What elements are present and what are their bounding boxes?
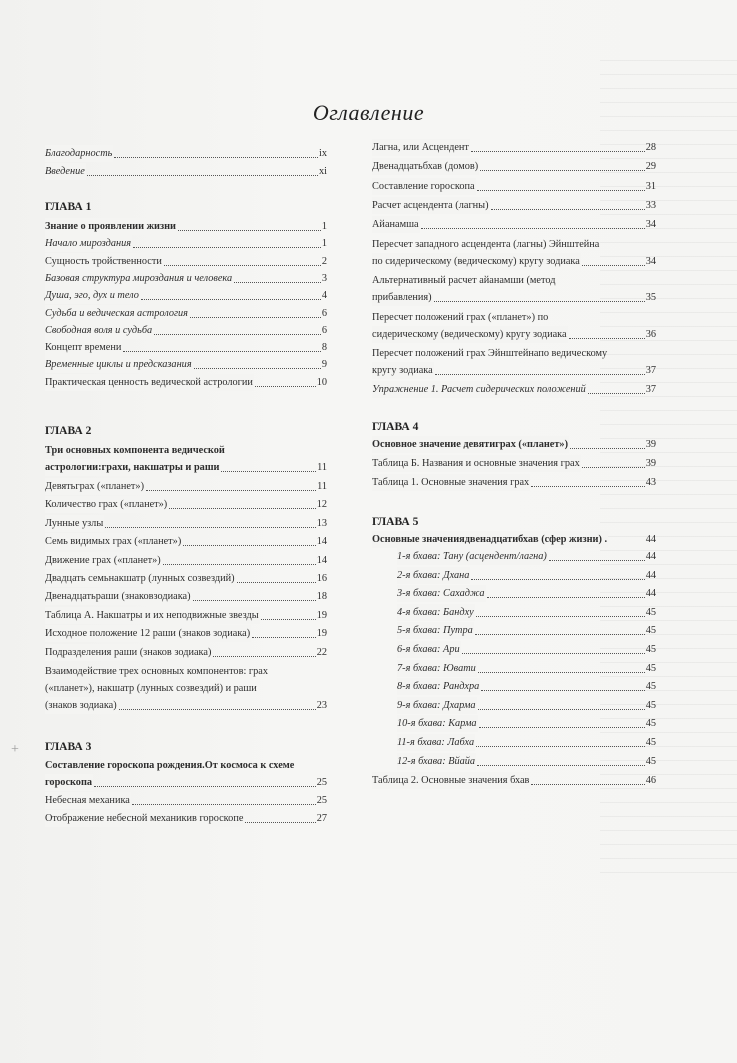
toc-entry[interactable] [397,753,656,770]
toc-entry-multi-4[interactable]: Пересчет положений грах Эйнштейнапо ведическому кругу зодиака 37 [372,345,656,379]
toc-entry-text: Подразделения раши (знаков зодиака) [45,644,212,661]
toc-entry[interactable] [372,197,656,214]
toc-page-number: 25 [316,795,327,806]
toc-page-number: 33 [645,199,656,211]
toc-page-number: 3 [321,272,327,284]
dot-leader [252,637,316,638]
dot-leader [477,190,645,191]
toc-page-number: 44 [645,551,656,562]
toc-entry-text: Концепт времени [45,339,122,356]
toc-entry-exercise[interactable]: Упражнение 1. Расчет сидерических положений 37 [372,381,656,398]
toc-entry[interactable] [45,570,327,587]
chapter-5-heading: ГЛАВА 5 [372,516,419,528]
toc-entry[interactable] [45,478,327,495]
toc-entry[interactable] [45,339,327,356]
toc-entry-text: Айанамша [372,216,420,233]
toc-page-number: 18 [316,591,327,603]
toc-entry[interactable] [45,287,327,304]
dot-leader [183,545,315,546]
toc-page-number: 2 [321,255,327,267]
dot-leader [487,597,645,598]
toc-entry[interactable] [372,474,656,491]
toc-entry-text: Таблица Б. Названия и основные значения грах [372,455,581,472]
dot-leader [154,334,321,335]
toc-page-number: 34 [645,219,656,231]
toc-page-number: 14 [316,554,327,566]
toc-entry-multi-1[interactable]: Пересчет западного асцендента (лагны) Эйнштейна по сидерическому (ведическому) кругу зодиака 34 [372,236,656,270]
dot-leader [105,527,315,528]
toc-entry[interactable] [45,235,327,252]
dot-leader [169,508,315,509]
toc-entry-text: Лагна, или Асцендент [372,139,470,156]
toc-entry[interactable] [397,585,656,602]
toc-entry-ch5-main[interactable]: Основные значениядвенадцатибхав (сфер жизни) . 44 [372,531,656,548]
toc-entry[interactable] [372,216,656,233]
toc-entry[interactable] [372,455,656,472]
toc-entry-text: Знание о проявлении жизни [45,218,177,235]
toc-entry-text: Семь видимых грах («планет») [45,533,182,550]
toc-entry-text: Девятьграх («планет») [45,478,145,495]
toc-page-number: 9 [321,359,327,371]
toc-entry-multi-2[interactable]: Альтернативный расчет айанамши (метод прибавления) 35 [372,272,656,306]
toc-entry-text: Небесная механика [45,792,131,809]
toc-entry-text: 4-я бхава: Бандху [397,604,475,621]
dot-leader [462,653,645,654]
toc-page-number: 1 [321,238,327,250]
toc-entry-text: Двадцать семьнакшатр (лунных созвездий) [45,570,236,587]
toc-entry-text: Практическая ценность ведической астрологии [45,374,254,391]
dot-leader [477,765,645,766]
toc-entry-ch5-table[interactable]: Таблица 2. Основные значения бхав 46 [372,772,656,789]
toc-page-number: 29 [645,161,656,173]
dot-leader [133,247,321,248]
toc-entry-text: Лунные узлы [45,515,104,532]
toc-entry[interactable] [45,792,327,809]
toc-entry[interactable] [397,660,656,677]
toc-entry-text: Временные циклы и предсказания [45,356,193,373]
toc-page-number: 13 [316,517,327,529]
toc-page-number: 14 [316,536,327,548]
dot-leader [141,299,321,300]
toc-page-number: 45 [645,699,656,711]
toc-entry-text: 1-я бхава: Тану (асцендент/лагна) [397,548,548,565]
dot-leader [582,467,645,468]
toc-page-number: 6 [321,324,327,336]
chapter-2-heading: ГЛАВА 2 [45,425,92,437]
dot-leader [164,265,321,266]
toc-page-number: 45 [645,755,656,767]
toc-entry[interactable] [45,533,327,550]
toc-page-number: 39 [645,439,656,450]
toc-page-number: 10 [316,376,327,388]
toc-entry[interactable] [45,644,327,661]
toc-entry[interactable] [397,567,656,584]
toc-entry[interactable] [45,625,327,642]
toc-page-number: 16 [316,573,327,584]
toc-entry[interactable] [397,697,656,714]
toc-entry-text: Составление гороскопа [372,178,476,195]
dot-leader [190,317,321,318]
dot-leader [234,282,321,283]
dot-leader [479,727,645,728]
toc-page-number: 45 [645,718,656,730]
toc-entry-text: Начало мироздания [45,235,132,252]
dot-leader [480,170,645,171]
toc-entry-text: Душа, эго, дух и тело [45,287,140,304]
toc-entry[interactable] [397,604,656,621]
toc-entry-text: Исходное положение 12 раши (знаков зодиака) [45,625,251,642]
toc-entry-text: Отображение небесной механикив гороскопе [45,810,244,827]
toc-entry-text: 7-я бхава: Ювати [397,660,477,677]
toc-entry-text: 6-я бхава: Ари [397,641,461,658]
toc-entry[interactable] [45,163,327,180]
toc-entry-text: 5-я бхава: Путра [397,622,474,639]
dot-leader [261,619,316,620]
toc-entry[interactable] [372,158,656,175]
dot-leader [193,600,316,601]
dot-leader [194,368,321,369]
dot-leader [475,634,645,635]
dot-leader [478,709,645,710]
toc-entry-ch2-first[interactable]: Три основных компонента ведической астрологии:грахи, накшатры и раши 11 [45,442,327,476]
toc-page-number: 44 [645,569,656,581]
dot-leader [531,486,645,487]
dot-leader [114,157,318,158]
toc-entry-text: Движение грах («планет») [45,552,162,569]
toc-entry[interactable] [45,588,327,605]
toc-entry[interactable] [45,305,327,322]
toc-entry-text: 9-я бхава: Дхарма [397,697,477,714]
dot-leader [146,490,316,491]
toc-entry-multi-3[interactable]: Пересчет положений грах («планет») по сидерическому (ведическому) кругу зодиака 36 [372,309,656,343]
toc-page-number: 39 [645,458,656,469]
toc-entry[interactable] [45,356,327,373]
page-margin-mark: + [11,742,19,757]
dot-leader [87,175,318,176]
toc-entry[interactable] [372,436,656,453]
dot-leader [549,560,645,561]
toc-page-number: 19 [316,628,327,640]
toc-entry[interactable] [45,270,327,287]
page-title: Оглавление [312,100,425,125]
toc-entry[interactable] [45,374,327,391]
toc-page-number: 4 [321,290,327,302]
toc-page-number: xi [318,165,327,177]
toc-entry[interactable] [45,552,327,569]
toc-entry[interactable] [45,253,327,270]
toc-entry-text: Свободная воля и судьба [45,322,153,339]
toc-entry-text: Сущность тройственности [45,253,163,270]
dot-leader [570,448,645,449]
dot-leader [255,386,316,387]
dot-leader [245,822,315,823]
dot-leader [471,579,644,580]
toc-page-number: 45 [645,625,656,637]
toc-page-number: 45 [645,737,656,748]
dot-leader [178,230,321,231]
toc-page-number: 45 [645,644,656,655]
toc-entry-ch2-last[interactable]: Взаимодействие трех основных компонентов: грах («планет»), накшатр (лунных созвездий) и раши (знаков зодиака) 23 [45,663,327,714]
toc-page-number: 27 [316,813,327,824]
dot-leader [163,564,316,565]
toc-page-number: ix [318,148,327,159]
toc-entry-text: Расчет асцендента (лагны) [372,197,490,214]
toc-entry[interactable] [45,515,327,532]
toc-page-number: 12 [316,499,327,511]
toc-entry[interactable] [397,641,656,658]
toc-entry[interactable] [45,810,327,827]
toc-entry[interactable] [372,139,656,156]
toc-page-number: 44 [645,588,656,600]
chapter-1-heading: ГЛАВА 1 [45,201,92,213]
toc-page-number: 8 [321,342,327,354]
toc-page-number: 45 [645,606,656,618]
dot-leader [471,151,645,152]
toc-page-number: 22 [316,646,327,658]
chapter-4-heading: ГЛАВА 4 [372,421,419,433]
dot-leader [123,351,320,352]
dot-leader [213,656,315,657]
toc-entry-text: Таблица 1. Основные значения грах [372,474,530,491]
toc-entry[interactable] [397,622,656,639]
toc-entry[interactable] [45,145,327,162]
toc-entry[interactable] [397,734,656,751]
toc-entry[interactable] [45,218,327,235]
toc-entry[interactable] [372,178,656,195]
toc-entry-text: 10-я бхава: Карма [397,715,478,732]
toc-page-number: 28 [645,142,656,153]
toc-entry-text: Таблица А. Накшатры и их неподвижные звезды [45,607,260,624]
dot-leader [481,690,644,691]
toc-page-number: 1 [321,221,327,232]
toc-page-number: 6 [321,307,327,319]
dot-leader [132,804,316,805]
toc-entry[interactable] [397,678,656,695]
toc-entry-text: 3-я бхава: Сахаджа [397,585,486,602]
dot-leader [491,209,645,210]
dot-leader [476,746,645,747]
toc-page-number: 45 [645,662,656,674]
dot-leader [478,672,645,673]
toc-entry-ch3-first[interactable]: Составление гороскопа рождения.От космоса к схеме гороскопа 25 [45,757,327,791]
toc-entry-text: 2-я бхава: Дхана [397,567,470,584]
toc-entry-text: Двенадцатьраши (знаковзодиака) [45,588,192,605]
toc-page-number: 31 [645,180,656,192]
dot-leader [237,582,316,583]
toc-entry-text: Судьба и ведическая астрология [45,305,189,322]
toc-entry-text: Базовая структура мироздания и человека [45,270,233,287]
toc-page-number: 45 [645,681,656,693]
toc-page-number: 11 [317,481,327,492]
toc-page-number: 19 [316,609,327,621]
toc-entry-text: Количество грах («планет») [45,496,168,513]
toc-entry-text: Основное значение девятиграх («планет») [372,436,569,453]
toc-entry-text: Введение [45,163,86,180]
chapter-3-heading: ГЛАВА 3 [45,741,92,753]
toc-entry[interactable] [45,322,327,339]
toc-entry-text: 11-я бхава: Лабха [397,734,475,751]
toc-entry[interactable] [45,607,327,624]
toc-entry-text: 12-я бхава: Вйайа [397,753,476,770]
toc-page-number: 43 [645,477,656,488]
toc-entry-text: Благодарность [45,145,113,162]
dot-leader [476,616,645,617]
toc-entry[interactable] [397,715,656,732]
toc-entry-text: 8-я бхава: Рандхра [397,678,480,695]
toc-entry[interactable] [397,548,656,565]
toc-entry[interactable] [45,496,327,513]
toc-entry-text: Двенадцатьбхав (домов) [372,158,479,175]
dot-leader [421,228,645,229]
